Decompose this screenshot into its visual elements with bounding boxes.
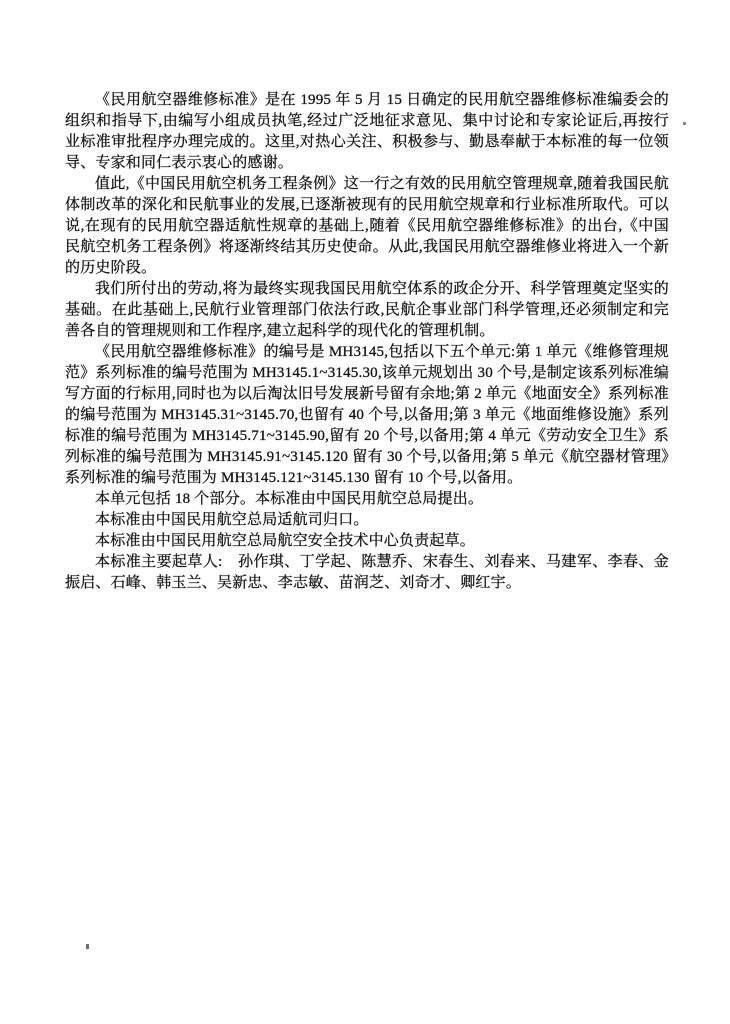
- preface-paragraph-8: 本标准主要起草人: 孙作琪、丁学起、陈慧乔、宋春生、刘春来、马建军、李春、金振启、石峰、韩玉兰、吴新忠、李志敏、苗润芝、刘奇才、卿红宇。: [65, 554, 669, 591]
- scan-speck: [86, 944, 89, 949]
- scan-speck: [683, 122, 686, 125]
- preface-paragraph-3: 我们所付出的劳动,将为最终实现我国民用航空体系的政企分开、科学管理奠定坚实的基础。在此基础上,民航行业管理部门依法行政,民航企事业部门科学管理,还必须制定和完善各自的管理规则和工作程序,建立起科学的现代化的管理机制。: [65, 281, 669, 339]
- preface-paragraph-4: 《民用航空器维修标准》的编号是 MH3145,包括以下五个单元:第 1 单元《维修管理规范》系列标准的编号范围为 MH3145.1~3145.30,该单元规划出 30 个号,是制定该系列标准编写方面的行标用,同时也为以后淘汰旧号发展新号留有余地;第 2 单元《地面安全》系列标准的编号范围为 MH3145.31~3145.70,也留有 40 个号,以备用;第 3 单元《地面维修设施》系列标准的编号范围为 MH3145.71~3145.90,留有 20 个号,以备用;第 4 单元《劳动安全卫生》系列标准的编号范围为 MH3145.91~3145.120 留有 30 个号,以备用;第 5 单元《航空器材管理》系列标准的编号范围为 MH3145.121~3145.130 留有 10 个号,以备用。: [65, 344, 669, 486]
- preface-paragraph-5: 本单元包括 18 个部分。本标准由中国民用航空总局提出。: [95, 491, 484, 507]
- preface-paragraph-1: 《民用航空器维修标准》是在 1995 年 5 月 15 日确定的民用航空器维修标准编委会的组织和指导下,由编写小组成员执笔,经过广泛地征求意见、集中讨论和专家论证后,再按行业标准审批程序办理完成的。这里,对热心关注、积极参与、勤恳奉献于本标准的每一位领导、专家和同仁表示衷心的感谢。: [65, 92, 669, 171]
- preface-paragraph-6: 本标准由中国民用航空总局适航司归口。: [95, 512, 369, 528]
- preface-paragraph-7: 本标准由中国民用航空总局航空安全技术中心负责起草。: [95, 533, 476, 549]
- preface-text-block: [65, 90, 669, 594]
- preface-paragraph-2: 值此,《中国民用航空机务工程条例》这一行之有效的民用航空管理规章,随着我国民航体制改革的深化和民航事业的发展,已逐渐被现有的民用航空规章和行业标准所取代。可以说,在现有的民用航空器适航性规章的基础上,随着《民用航空器维修标准》的出台,《中国民航空机务工程条例》将逐渐终结其历史使命。从此,我国民用航空器维修业将进入一个新的历史阶段。: [65, 176, 669, 276]
